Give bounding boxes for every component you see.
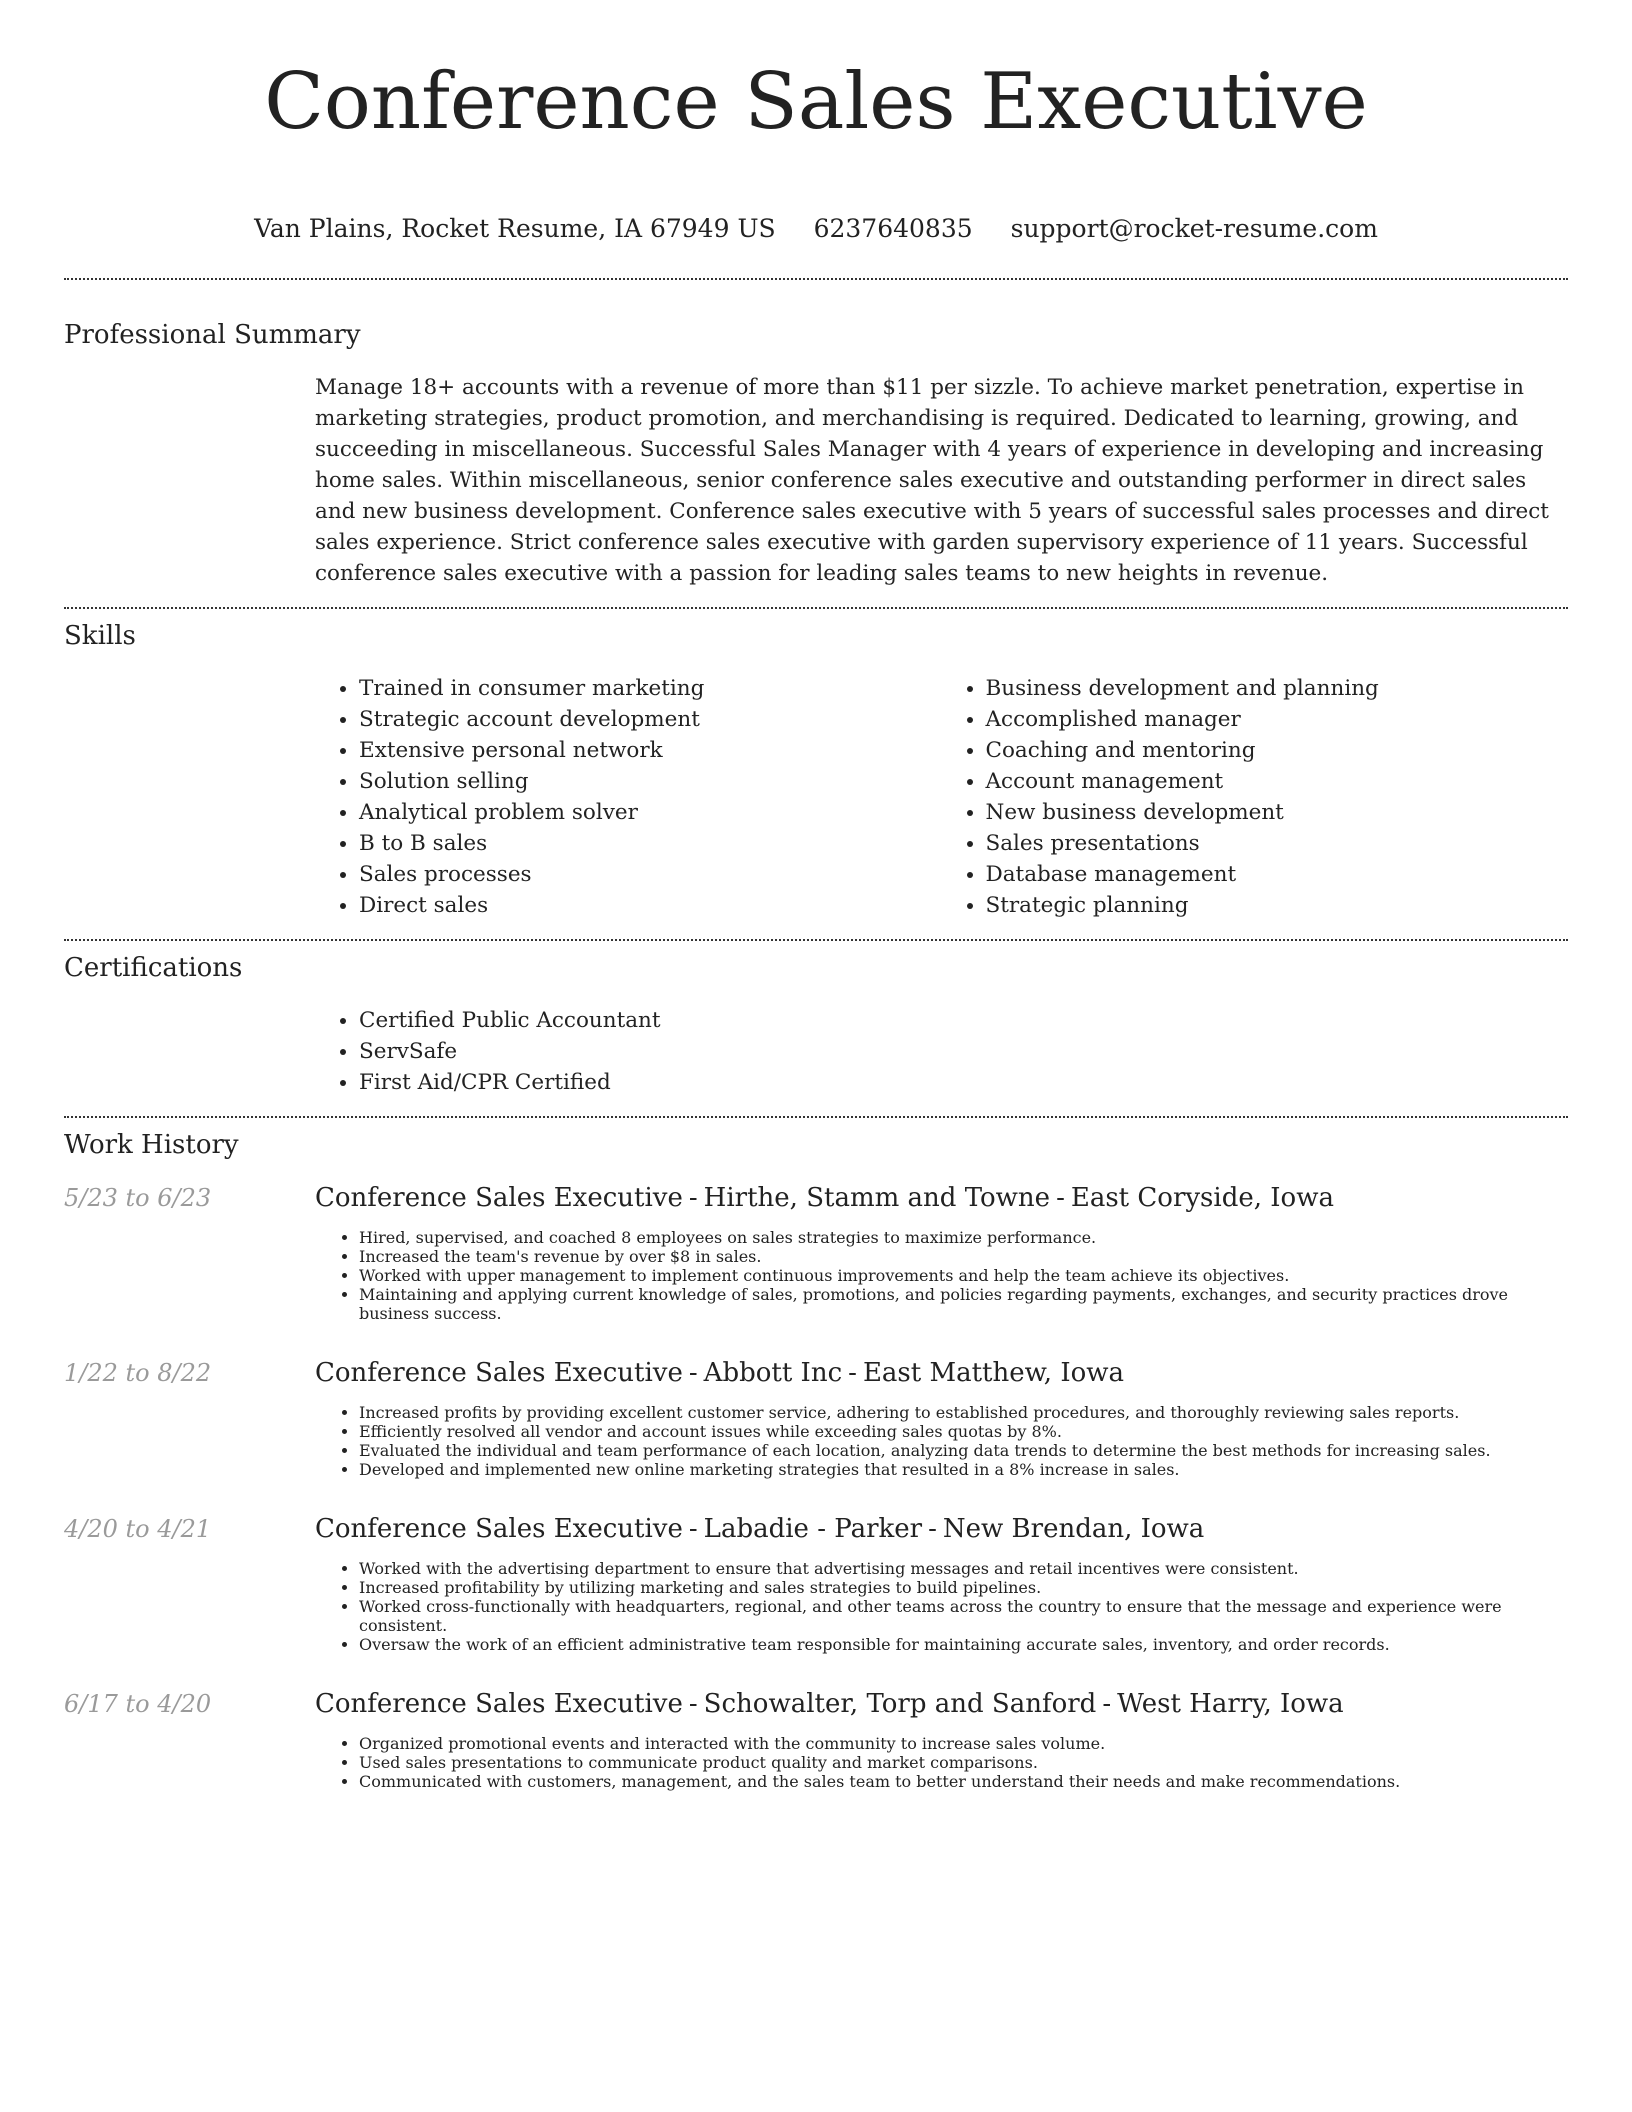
skill-item: • Sales presentations xyxy=(986,828,1569,859)
job-bullets xyxy=(315,1734,1568,1791)
job-company: Labadie - Parker xyxy=(703,1514,923,1544)
skill-item: • Database management xyxy=(986,859,1569,890)
resume-page xyxy=(64,0,1568,1791)
job-dates: 4/20 to 4/21 xyxy=(64,1515,212,1543)
skills-list-right xyxy=(942,673,1569,921)
job-bullets xyxy=(315,1228,1568,1323)
divider xyxy=(64,278,1568,280)
section-title-skills: Skills xyxy=(64,621,136,651)
certification-item: • ServSafe xyxy=(359,1036,1568,1067)
job-heading: Conference Sales Executive - Schowalter, Torp and Sanford - West Harry, Iowa xyxy=(315,1689,1344,1719)
job-entry xyxy=(64,1513,1568,1654)
skill-item: • New business development xyxy=(986,797,1569,828)
job-bullet: • Worked with upper management to implement continuous improvements and help the team achieve its objectives. xyxy=(359,1266,1568,1285)
job-company: Hirthe, Stamm and Towne xyxy=(703,1183,1051,1213)
job-bullet: • Worked cross-functionally with headquarters, regional, and other teams across the country to ensure that the message and experience were consistent. xyxy=(359,1597,1568,1635)
job-company: Schowalter, Torp and Sanford xyxy=(703,1689,1097,1719)
job-bullet: • Increased the team's revenue by over $8 in sales. xyxy=(359,1247,1568,1266)
job-title: Conference Sales Executive xyxy=(315,1514,683,1544)
certifications-section xyxy=(64,953,1568,1098)
section-title-work-history: Work History xyxy=(64,1130,239,1160)
job-bullet: • Increased profitability by utilizing marketing and sales strategies to build pipelines. xyxy=(359,1578,1568,1597)
job-bullet: • Oversaw the work of an efficient administrative team responsible for maintaining accurate sales, inventory, and order records. xyxy=(359,1635,1568,1654)
job-entry xyxy=(64,1357,1568,1479)
job-bullet: • Evaluated the individual and team performance of each location, analyzing data trends to determine the best methods for increasing sales. xyxy=(359,1441,1568,1460)
work-history-section xyxy=(64,1130,1568,1791)
job-heading: Conference Sales Executive - Labadie - Parker - New Brendan, Iowa xyxy=(315,1514,1205,1544)
contact-address: Van Plains, Rocket Resume, IA 67949 US xyxy=(254,214,776,243)
job-bullet: • Communicated with customers, management, and the sales team to better understand their needs and make recommendations. xyxy=(359,1772,1568,1791)
job-dates: 1/22 to 8/22 xyxy=(64,1359,212,1387)
job-bullet: • Hired, supervised, and coached 8 employees on sales strategies to maximize performance. xyxy=(359,1228,1568,1247)
skill-item: • Solution selling xyxy=(359,766,942,797)
job-bullet: • Used sales presentations to communicate product quality and market comparisons. xyxy=(359,1753,1568,1772)
divider xyxy=(64,1116,1568,1118)
skill-item: • Extensive personal network xyxy=(359,735,942,766)
divider xyxy=(64,939,1568,941)
job-bullets xyxy=(315,1403,1568,1479)
job-bullet: • Maintaining and applying current knowledge of sales, promotions, and policies regarding payments, exchanges, and security practices drove business success. xyxy=(359,1285,1568,1323)
skill-item: • Strategic account development xyxy=(359,704,942,735)
summary-content xyxy=(315,372,1568,589)
certifications-content xyxy=(315,1005,1568,1098)
job-title: Conference Sales Executive xyxy=(315,1358,683,1388)
skill-item: • B to B sales xyxy=(359,828,942,859)
skill-item: • Analytical problem solver xyxy=(359,797,942,828)
contact-email: support@rocket-resume.com xyxy=(1010,214,1378,243)
skill-item: • Direct sales xyxy=(359,890,942,921)
job-location: New Brendan, Iowa xyxy=(942,1514,1205,1544)
section-title-summary: Professional Summary xyxy=(64,320,361,350)
certification-item: • Certified Public Accountant xyxy=(359,1005,1568,1036)
skills-section xyxy=(64,621,1568,921)
job-bullet: • Worked with the advertising department to ensure that advertising messages and retail incentives were consistent. xyxy=(359,1559,1568,1578)
summary-text: Manage 18+ accounts with a revenue of more than $11 per sizzle. To achieve market penetration, expertise in marketing strategies, product promotion, and merchandising is required. Dedicated to learning, growing, and succeeding in miscellaneous. Successful Sales Manager with 4 years of experience in developing and increasing home sales. Within miscellaneous, senior conference sales executive and outstanding performer in direct sales and new business development. Conference sales executive with 5 years of successful sales processes and direct sales experience. Strict conference sales executive with garden supervisory experience of 11 years. Successful conference sales executive with a passion for leading sales teams to new heights in revenue. xyxy=(315,375,1549,586)
divider xyxy=(64,607,1568,609)
certification-item: • First Aid/CPR Certified xyxy=(359,1067,1568,1098)
job-title: Conference Sales Executive xyxy=(315,1689,683,1719)
job-dates: 6/17 to 4/20 xyxy=(64,1690,212,1718)
job-bullet: • Efficiently resolved all vendor and account issues while exceeding sales quotas by 8%. xyxy=(359,1422,1568,1441)
skill-item: • Coaching and mentoring xyxy=(986,735,1569,766)
job-bullet: • Developed and implemented new online marketing strategies that resulted in a 8% increase in sales. xyxy=(359,1460,1568,1479)
skills-grid xyxy=(315,673,1568,921)
contact-phone: 6237640835 xyxy=(813,214,973,243)
skill-item: • Sales processes xyxy=(359,859,942,890)
job-bullets xyxy=(315,1559,1568,1654)
skill-item: • Trained in consumer marketing xyxy=(359,673,942,704)
contact-line xyxy=(64,214,1568,244)
skill-item: • Account management xyxy=(986,766,1569,797)
job-heading: Conference Sales Executive - Abbott Inc - East Matthew, Iowa xyxy=(315,1358,1125,1388)
job-heading: Conference Sales Executive - Hirthe, Stamm and Towne - East Coryside, Iowa xyxy=(315,1183,1334,1213)
job-bullet: • Organized promotional events and interacted with the community to increase sales volume. xyxy=(359,1734,1568,1753)
job-bullet: • Increased profits by providing excellent customer service, adhering to established procedures, and thoroughly reviewing sales reports. xyxy=(359,1403,1568,1422)
skill-item: • Strategic planning xyxy=(986,890,1569,921)
skill-item: • Business development and planning xyxy=(986,673,1569,704)
certifications-list xyxy=(315,1005,1568,1098)
job-location: East Coryside, Iowa xyxy=(1070,1183,1334,1213)
skills-list-left xyxy=(315,673,942,921)
job-entry xyxy=(64,1182,1568,1323)
job-title: Conference Sales Executive xyxy=(315,1183,683,1213)
summary-section xyxy=(64,320,1568,589)
skill-item: • Accomplished manager xyxy=(986,704,1569,735)
job-location: West Harry, Iowa xyxy=(1117,1689,1344,1719)
job-dates: 5/23 to 6/23 xyxy=(64,1184,212,1212)
section-title-certifications: Certifications xyxy=(64,953,243,983)
job-company: Abbott Inc xyxy=(703,1358,843,1388)
job-entry xyxy=(64,1688,1568,1791)
job-location: East Matthew, Iowa xyxy=(862,1358,1125,1388)
candidate-name: Conference Sales Executive xyxy=(264,57,1368,147)
